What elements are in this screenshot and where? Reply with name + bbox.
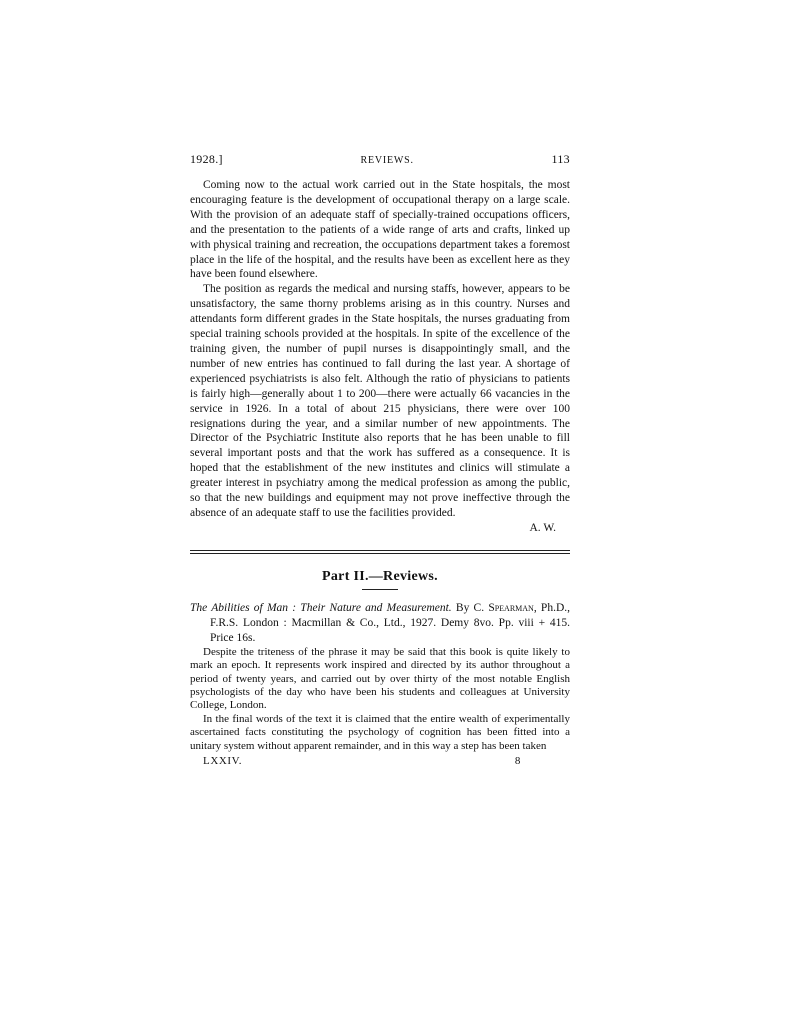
review-paragraph: In the final words of the text it is claimed that the entire wealth of experimentally ascertained facts constituting the psychology of cognition has been fitted into a unitary system without apparent remainder, and in this way a step has been taken [190,712,570,752]
header-year: 1928.] [190,152,223,166]
page [190,152,570,767]
header-section-title: REVIEWS. [360,155,414,166]
book-author: Spearman [488,601,534,614]
footer-signature-mark: 8 [514,755,521,768]
running-head [190,152,570,172]
article-paragraph: Coming now to the actual work carried out in the State hospitals, the most encouraging feature is the development of occupational therapy on a large scale. With the provision of an adequate staff of specially-trained occupations officers, and the presentation to the patients of a wide range of arts and crafts, linked up with physical training and recreation, the occupations department takes a foremost place in the life of the hospital, and the results have been as excellent here as they have been found elsewhere. [190,179,570,281]
book-title: The Abilities of Man : Their Nature and Measurement. [190,601,452,614]
book-by: By C. [455,601,485,614]
footer-volume: LXXIV. [203,755,243,768]
part-heading: Part II.—Reviews. [322,568,438,584]
book-details: , Ph.D., F.R.S. London : Macmillan & Co., Ltd., 1927. Demy 8vo. Pp. viii + 415. Price 16s. [210,601,570,644]
heading-rule [362,589,398,590]
page-footer [190,755,570,767]
article-signature: A. W. [529,521,556,534]
review-paragraph: Despite the triteness of the phrase it may be said that this book is quite likely to mark an epoch. It represents work inspired and directed by its author throughout a period of twenty years, and carried out by over thirty of the most notable English psychologists of the day who have been his students and colleagues at University College, London. [190,645,570,712]
section-divider [190,550,570,554]
header-page-number: 113 [551,152,570,166]
article-paragraph: The position as regards the medical and nursing staffs, however, appears to be unsatisfactory, the same thorny problems arising as in this country. Nurses and attendants form different grades in the State hospitals, the nurses graduating from special training schools provided at the hospitals. In spite of the excellence of the training given, the number of pupil nurses is disappointingly small, and the number of new entries has continued to fall during the last year. A shortage of experienced psychiatrists is also felt. Although the ratio of physicians to patients is fairly high—generally about 1 to 200—there were actually 66 vacancies in the service in 1926. In a total of about 215 physicians, there were over 100 resignations during the year, and a similar number of new appointments. The Director of the Psychiatric Institute also reports that he has been unable to fill several important posts and that the work has suffered as a consequence. It is hoped that the establishment of the new institutes and clinics will stimulate a greater interest in psychiatry among the medical profession as among the public, so that the new buildings and equipment may not prove ineffective through the absence of an adequate staff to use the facilities provided. [190,283,570,519]
book-citation [190,601,570,646]
